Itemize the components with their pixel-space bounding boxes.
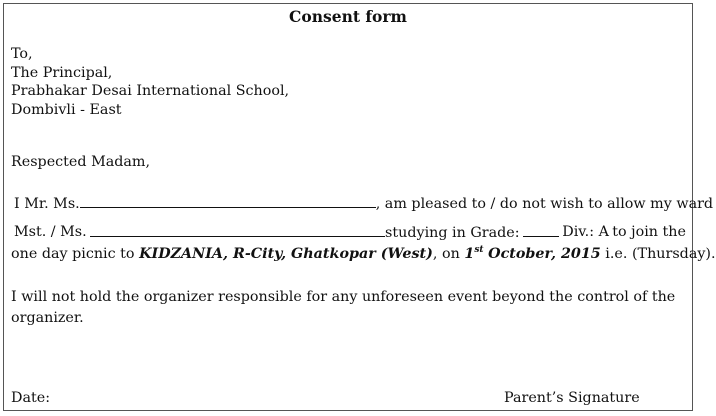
address-line-2: Prabhakar Desai International School,	[11, 83, 290, 99]
form-title: Consent form	[289, 7, 407, 26]
parent-signature-label: Parent’s Signature	[504, 390, 640, 406]
salutation: Respected Madam,	[11, 154, 151, 170]
join-text: to join the	[612, 224, 686, 240]
date-ordinal-suffix: st	[474, 245, 484, 256]
ward-title-label: Mst. / Ms.	[14, 224, 87, 240]
on-text: , on	[432, 246, 460, 262]
address-line-1: The Principal,	[11, 64, 113, 81]
picnic-text: one day picnic to	[11, 246, 135, 262]
liability-line-2: organizer.	[11, 310, 84, 326]
liability-line-1	[11, 289, 686, 305]
body-line-2	[14, 224, 686, 241]
grade-blank[interactable]	[523, 224, 559, 237]
date-month-year: October, 2015	[488, 246, 601, 262]
ward-name-row	[90, 224, 520, 241]
parent-name-blank[interactable]	[80, 195, 376, 208]
parent-name-row	[14, 195, 713, 212]
body-line-1	[14, 195, 714, 212]
consent-choice-text: , am pleased to / do not wish to allow my ward	[375, 196, 714, 212]
date-label: Date:	[11, 390, 51, 406]
ward-name-blank[interactable]	[90, 224, 385, 237]
division-label: Div.: A	[562, 224, 609, 240]
address-to: To,	[11, 46, 33, 62]
grade-label: studying in Grade:	[385, 225, 520, 241]
date-day-number: 1	[464, 246, 475, 262]
consent-form	[3, 3, 716, 411]
body-line-3	[11, 246, 716, 262]
liability-text-1: I will not hold the organizer responsible for any unforeseen event beyond the control of the	[11, 289, 676, 305]
parent-title-label: I Mr. Ms.	[14, 196, 80, 212]
venue-text: KIDZANIA, R-City, Ghatkopar (West)	[139, 246, 433, 262]
address-line-3: Dombivli - East	[11, 101, 122, 118]
day-text: i.e. (Thursday).	[605, 246, 716, 262]
address-block	[11, 45, 289, 119]
